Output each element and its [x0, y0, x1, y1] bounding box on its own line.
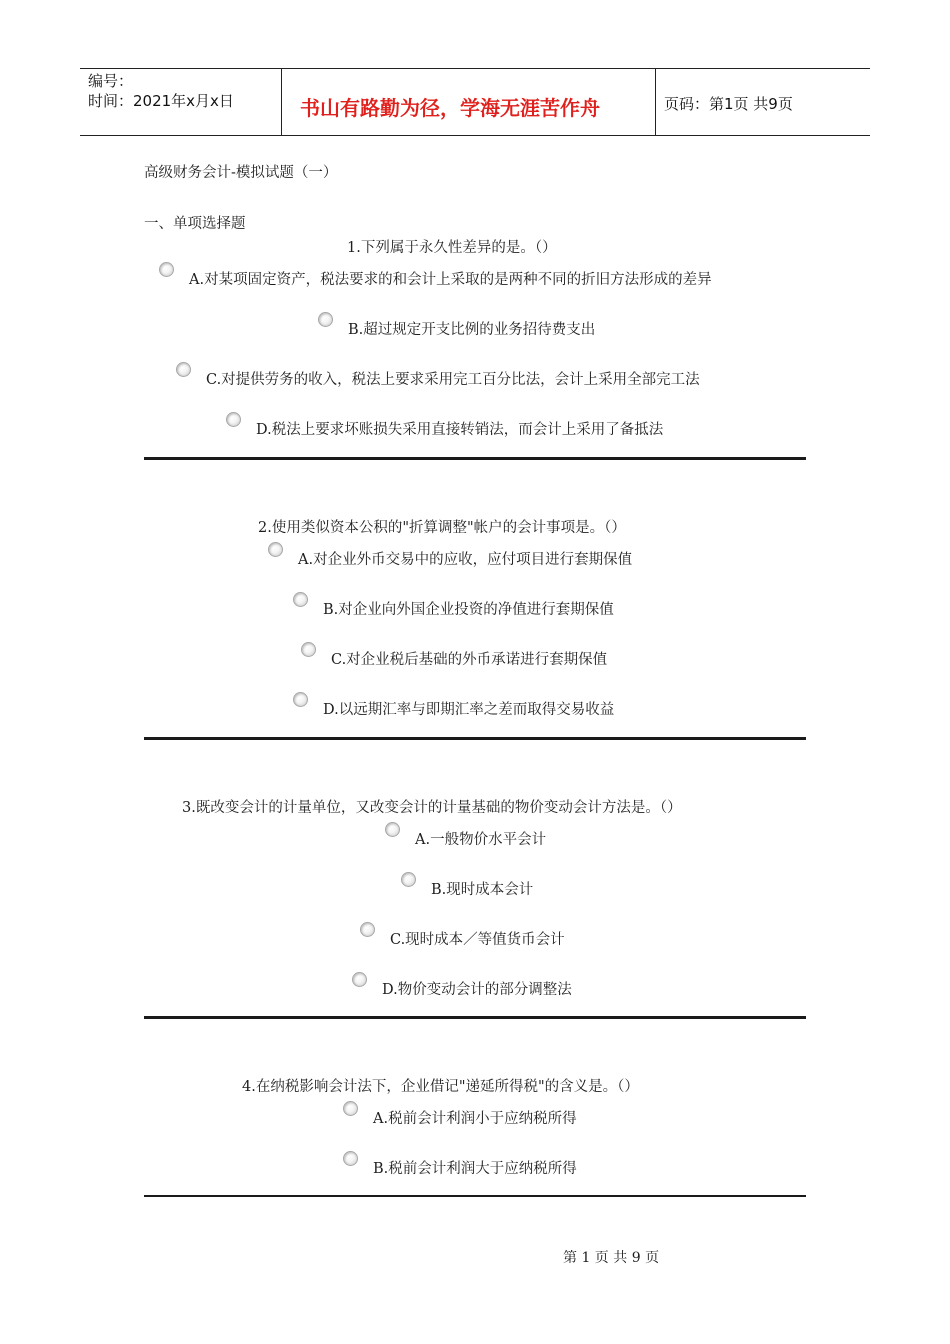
header-divider-left: [281, 68, 282, 136]
q4-option-b-radio[interactable]: [343, 1151, 358, 1166]
q3-option-d-radio[interactable]: [352, 972, 367, 987]
q1-option-b-radio[interactable]: [318, 312, 333, 327]
question-2-stem: 2.使用类似资本公积的"折算调整"帐户的会计事项是。（）: [258, 520, 626, 536]
q3-option-c-radio[interactable]: [360, 922, 375, 937]
question-4-stem: 4.在纳税影响会计法下，企业借记"递延所得税"的含义是。（）: [242, 1079, 639, 1095]
q2-option-b-radio[interactable]: [293, 592, 308, 607]
q3-option-b-label[interactable]: B.现时成本会计: [431, 882, 534, 898]
question-1-stem: 1.下列属于永久性差异的是。（）: [347, 240, 557, 256]
question-3-stem: 3.既改变会计的计量单位，又改变会计的计量基础的物价变动会计方法是。（）: [182, 800, 682, 816]
header-motto: 书山有路勤为径，学海无涯苦作舟: [300, 96, 600, 120]
q1-option-d-label[interactable]: D.税法上要求坏账损失采用直接转销法，而会计上采用了备抵法: [256, 422, 664, 438]
section-heading: 一、单项选择题: [144, 216, 246, 232]
q1-option-d-radio[interactable]: [226, 412, 241, 427]
q3-option-c-label[interactable]: C.现时成本／等值货币会计: [390, 932, 565, 948]
document-number-label: 编号：: [88, 72, 134, 90]
q3-option-a-label[interactable]: A.一般物价水平会计: [415, 832, 547, 848]
header-page-code: 页码：第1页 共9页: [664, 95, 793, 113]
q4-option-b-label[interactable]: B.税前会计利润大于应纳税所得: [373, 1161, 577, 1177]
q3-option-b-radio[interactable]: [401, 872, 416, 887]
question-separator: [144, 457, 806, 460]
q4-option-a-radio[interactable]: [343, 1101, 358, 1116]
q2-option-d-label[interactable]: D.以远期汇率与即期汇率之差而取得交易收益: [323, 702, 615, 718]
q3-option-d-label[interactable]: D.物价变动会计的部分调整法: [382, 982, 572, 998]
q1-option-b-label[interactable]: B.超过规定开支比例的业务招待费支出: [348, 322, 596, 338]
q2-option-a-radio[interactable]: [268, 542, 283, 557]
q2-option-b-label[interactable]: B.对企业向外国企业投资的净值进行套期保值: [323, 602, 614, 618]
question-separator: [144, 1195, 806, 1197]
header-bottom-border: [80, 135, 870, 136]
q2-option-c-radio[interactable]: [301, 642, 316, 657]
q2-option-c-label[interactable]: C.对企业税后基础的外币承诺进行套期保值: [331, 652, 608, 668]
page-footer: 第 1 页 共 9 页: [563, 1250, 660, 1266]
q2-option-d-radio[interactable]: [293, 692, 308, 707]
header-divider-right: [655, 68, 656, 136]
q3-option-a-radio[interactable]: [385, 822, 400, 837]
q1-option-a-label[interactable]: A.对某项固定资产，税法要求的和会计上采取的是两种不同的折旧方法形成的差异: [189, 272, 712, 288]
document-title: 高级财务会计-模拟试题（一）: [144, 165, 338, 181]
q1-option-c-radio[interactable]: [176, 362, 191, 377]
q1-option-c-label[interactable]: C.对提供劳务的收入，税法上要求采用完工百分比法，会计上采用全部完工法: [206, 372, 700, 388]
header-top-border: [80, 68, 870, 69]
question-separator: [144, 1016, 806, 1019]
q4-option-a-label[interactable]: A.税前会计利润小于应纳税所得: [373, 1111, 577, 1127]
q2-option-a-label[interactable]: A.对企业外币交易中的应收，应付项目进行套期保值: [298, 552, 633, 568]
q1-option-a-radio[interactable]: [159, 262, 174, 277]
question-separator: [144, 737, 806, 740]
document-date-label: 时间：2021年x月x日: [88, 92, 234, 110]
